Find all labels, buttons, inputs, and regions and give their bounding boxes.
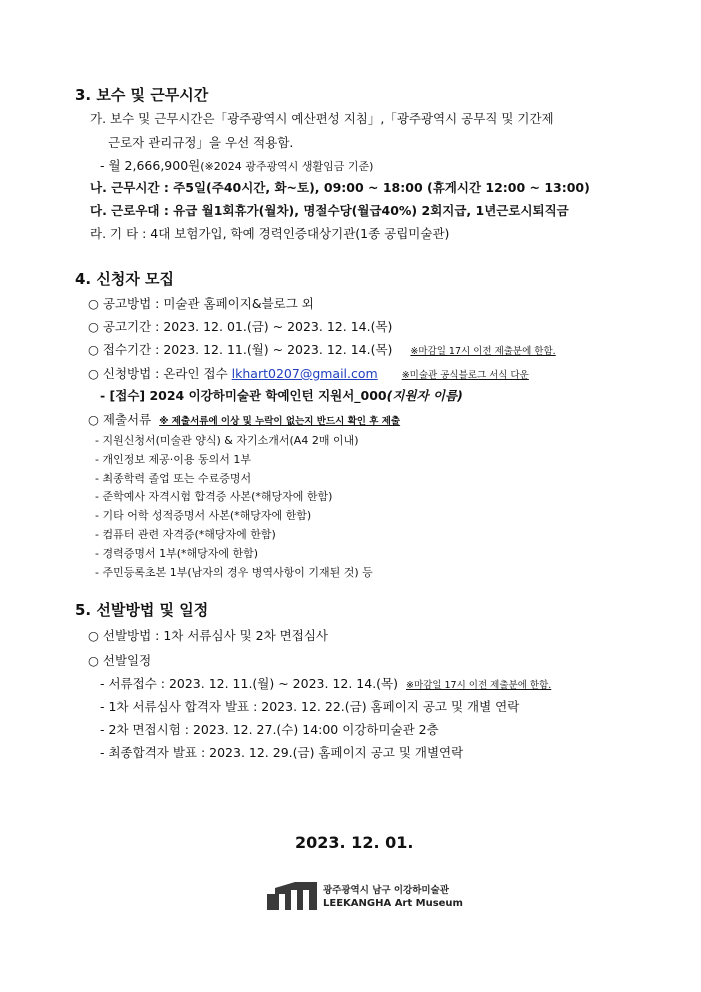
section5-first-result: - 1차 서류심사 합격자 발표 : 2023. 12. 22.(금) 홈페이지 공고 및 개별 연락 (100, 699, 520, 714)
schedule-receipt-text: - 서류접수 : 2023. 12. 11.(월) ~ 2023. 12. 14.(목) (100, 676, 398, 691)
section4-title: 4. 신청자 모집 (75, 270, 175, 288)
schedule-receipt-note: ※마감일 17시 이전 제출분에 한함. (406, 680, 552, 691)
section4-receipt-period (88, 344, 556, 357)
documents-check-note: ※ 제출서류에 이상 및 누락이 없는지 반드시 확인 후 제출 (159, 416, 401, 427)
receipt-period-text: ○ 접수기간 : 2023. 12. 11.(월) ~ 2023. 12. 14.(목) (88, 342, 393, 357)
salary-amount: - 월 2,666,900원 (100, 158, 201, 173)
document-item: - 지원신청서(미술관 양식) & 자기소개서(A4 2매 이내) (95, 434, 359, 447)
document-item: - 경력증명서 1부(*해당자에 한함) (95, 547, 259, 560)
section3-benefits: 다. 근로우대 : 유급 월1회휴가(월차), 명절수당(월급40%) 2회지급, 1년근로시퇴직금 (90, 203, 569, 218)
section5-final-result: - 최종합격자 발표 : 2023. 12. 29.(금) 홈페이지 공고 및 개별연락 (100, 745, 464, 760)
museum-logo (265, 880, 465, 914)
section4-documents-title (88, 414, 400, 427)
section3-other: 라. 기 타 : 4대 보험가입, 학예 경력인증대상기관(1종 공립미술관) (90, 226, 450, 241)
salary-note: (※2024 광주광역시 생활임금 기준) (200, 160, 374, 173)
logo-korean-name: 광주광역시 남구 이강하미술관 (323, 885, 449, 896)
section5-interview: - 2차 면접시험 : 2023. 12. 27.(수) 14:00 이강하미술관 2층 (100, 722, 439, 737)
section3-ga-line2: 근로자 관리규정」을 우선 적용함. (108, 135, 294, 150)
section3-ga-line1: 가. 보수 및 근무시간은「광주광역시 예산편성 지침」,「광주광역시 공무직 및 기간제 (90, 111, 554, 126)
document-item: - 컴퓨터 관련 자격증(*해당자에 한함) (95, 528, 276, 541)
email-subject-name: (지원자 이름) (386, 388, 463, 403)
section5-method: ○ 선발방법 : 1차 서류심사 및 2차 면접심사 (88, 628, 328, 643)
email-subject-text: - [접수] 2024 이강하미술관 학예인턴 지원서_000 (100, 388, 387, 403)
section4-email-subject (100, 390, 463, 403)
section3-work-hours: 나. 근무시간 : 주5일(주40시간, 화~토), 09:00 ~ 18:00 (휴게시간 12:00 ~ 13:00) (90, 180, 590, 195)
section5-title: 5. 선발방법 및 일정 (75, 601, 209, 619)
section4-announce-method: ○ 공고방법 : 미술관 홈페이지&블로그 외 (88, 296, 314, 311)
document-item: - 기타 어학 성적증명서 사본(*해당자에 한함) (95, 509, 312, 522)
section5-schedule-title: ○ 선발일정 (88, 653, 152, 668)
section4-announce-period: ○ 공고기간 : 2023. 12. 01.(금) ~ 2023. 12. 14.(목) (88, 319, 393, 334)
logo-english-name: LEEKANGHA Art Museum (323, 898, 463, 909)
document-item: - 주민등록초본 1부(남자의 경우 병역사항이 기재된 것) 등 (95, 566, 373, 579)
document-item: - 준학예사 자격시험 합격증 사본(*해당자에 한함) (95, 490, 333, 503)
email-link[interactable]: lkhart0207@gmail.com (231, 366, 378, 381)
section3-title: 3. 보수 및 근무시간 (75, 86, 209, 104)
document-item: - 최종학력 졸업 또는 수료증명서 (95, 472, 252, 485)
museum-building-icon (265, 880, 319, 912)
receipt-deadline-note: ※마감일 17시 이전 제출분에 한함. (410, 346, 556, 357)
documents-title-text: ○ 제출서류 (88, 412, 152, 427)
document-item: - 개인정보 제공·이용 동의서 1부 (95, 453, 251, 466)
document-date: 2023. 12. 01. (295, 833, 414, 852)
apply-method-text: ○ 신청방법 : 온라인 접수 (88, 366, 232, 381)
section5-receipt (100, 678, 551, 691)
blog-form-note: ※미술관 공식블로그 서식 다운 (401, 370, 529, 381)
section3-salary (100, 160, 373, 173)
section4-apply-method (88, 368, 529, 381)
